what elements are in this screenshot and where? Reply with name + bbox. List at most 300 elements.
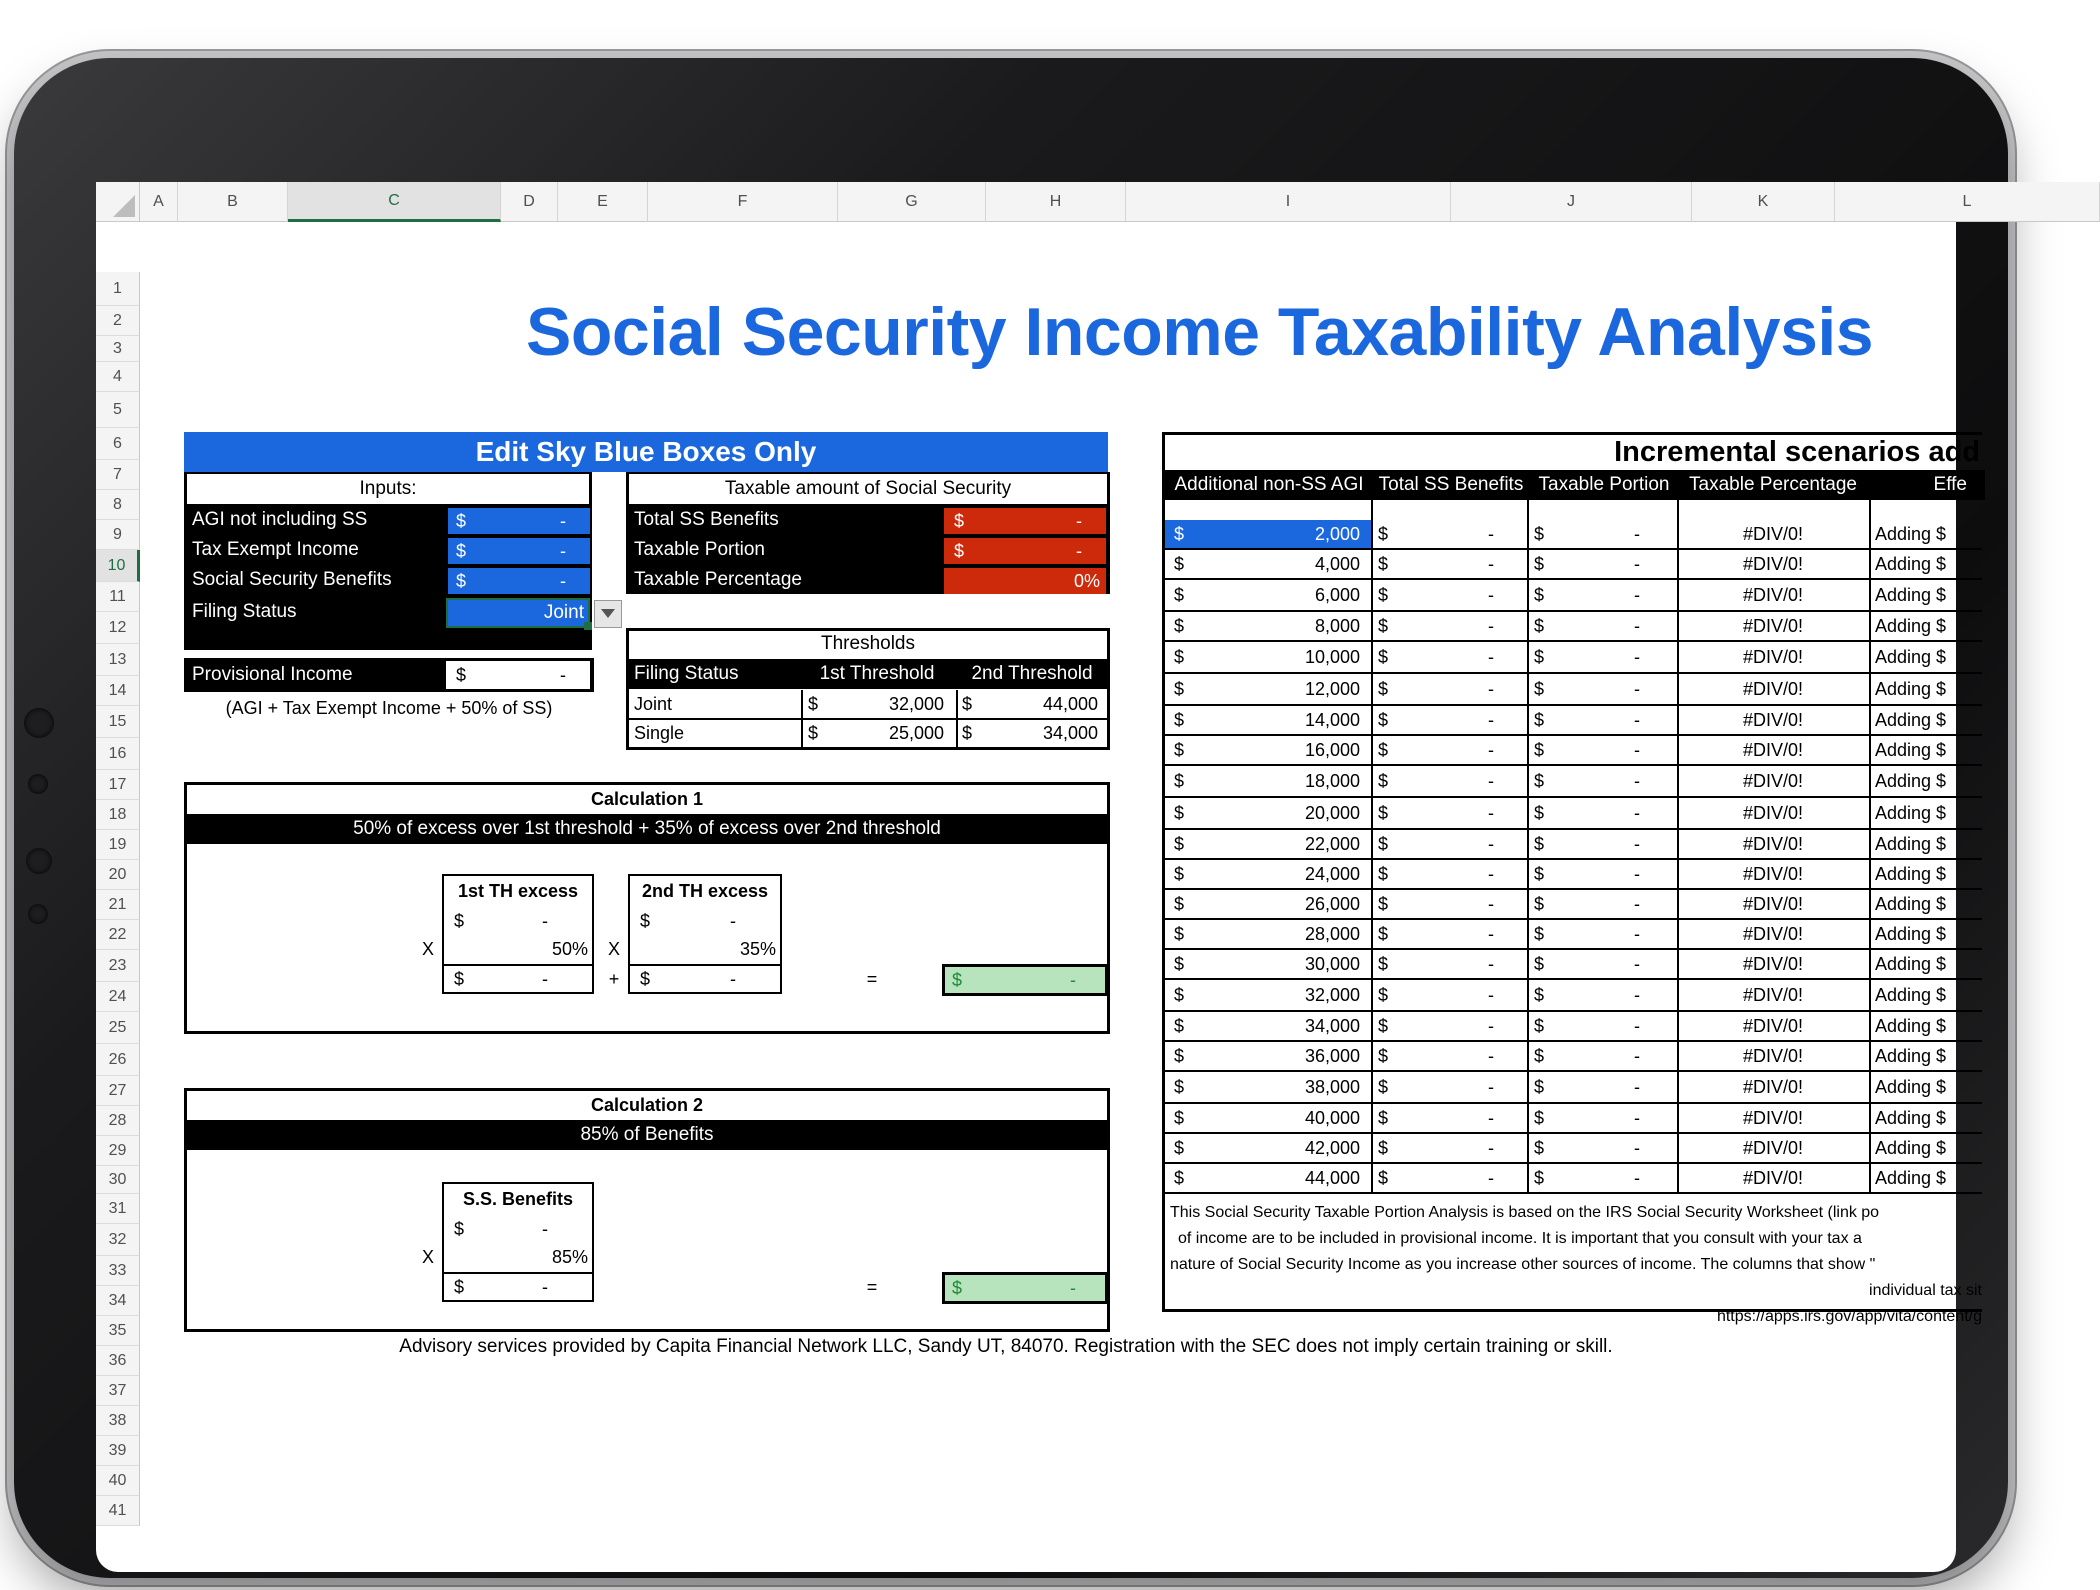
currency-symbol: $	[454, 968, 465, 989]
currency-symbol: $	[1534, 833, 1545, 854]
currency-symbol: $	[1378, 802, 1389, 823]
currency-symbol: $	[1378, 678, 1389, 699]
scenario-total-ss: -	[1488, 1076, 1494, 1097]
row-header-10[interactable]: 10	[96, 550, 140, 582]
scenario-total-ss: -	[1488, 1107, 1494, 1128]
currency-symbol: $	[1174, 1045, 1185, 1066]
scenario-total-ss: -	[1488, 953, 1494, 974]
scenario-taxable-percentage: #DIV/0!	[1742, 923, 1804, 944]
currency-symbol: $	[454, 1276, 465, 1297]
scenario-total-ss: -	[1488, 802, 1494, 823]
currency-symbol: $	[1378, 984, 1389, 1005]
scenario-total-ss: -	[1488, 1167, 1494, 1188]
scenario-taxable-percentage: #DIV/0!	[1742, 584, 1804, 605]
incremental-note-line: nature of Social Security Income as you increase other sources of income. The columns that show "	[1170, 1256, 1876, 1273]
scenario-total-ss: -	[1488, 984, 1494, 1005]
currency-symbol: $	[1174, 802, 1185, 823]
column-header-b[interactable]: B	[178, 182, 288, 222]
output-value: -	[1076, 510, 1082, 531]
scenario-taxable-portion: -	[1634, 863, 1640, 884]
currency-symbol: $	[1534, 893, 1545, 914]
row-header-4[interactable]: 4	[96, 362, 140, 392]
row-header-3[interactable]: 3	[96, 336, 140, 362]
incremental-col-header: Effe	[1933, 474, 1967, 495]
scenario-effect: Adding $	[1875, 770, 1947, 791]
sensor-icon	[26, 848, 52, 874]
scenario-amount: 18,000	[1304, 770, 1360, 791]
scenario-taxable-portion: -	[1634, 709, 1640, 730]
row-header-9[interactable]: 9	[96, 520, 140, 550]
column-header-i[interactable]: I	[1126, 182, 1451, 222]
second-threshold-excess-percent: 35%	[739, 938, 776, 959]
currency-symbol: $	[1378, 523, 1389, 544]
scenario-taxable-portion: -	[1634, 1045, 1640, 1066]
scenario-effect: Adding $	[1875, 615, 1947, 636]
currency-symbol: $	[962, 693, 973, 714]
scenario-effect: Adding $	[1875, 953, 1947, 974]
currency-symbol: $	[1378, 615, 1389, 636]
sensor-icon	[28, 774, 48, 794]
scenario-effect: Adding $	[1875, 1107, 1947, 1128]
currency-symbol: $	[1174, 1107, 1185, 1128]
scenario-effect: Adding $	[1875, 1167, 1947, 1188]
row-header-26[interactable]: 26	[96, 1044, 140, 1076]
currency-symbol: $	[1378, 646, 1389, 667]
row-header-15[interactable]: 15	[96, 706, 140, 738]
scenario-amount: 20,000	[1304, 802, 1360, 823]
scenario-taxable-portion: -	[1634, 1167, 1640, 1188]
currency-symbol: $	[1174, 1076, 1185, 1097]
equals-sign: =	[866, 1276, 878, 1297]
incremental-title: Incremental scenarios add	[1614, 435, 1980, 468]
currency-symbol: $	[1174, 709, 1185, 730]
scenario-taxable-portion: -	[1634, 523, 1640, 544]
ss-benefits-percent: 85%	[551, 1246, 588, 1267]
scenario-taxable-portion: -	[1634, 833, 1640, 854]
scenario-taxable-portion: -	[1634, 739, 1640, 760]
currency-symbol: $	[1378, 1045, 1389, 1066]
scenario-taxable-portion: -	[1634, 615, 1640, 636]
scenario-taxable-portion: -	[1634, 1076, 1640, 1097]
currency-symbol: $	[1174, 893, 1185, 914]
threshold-1-value: 32,000	[888, 693, 944, 714]
multiply-sign: X	[607, 938, 620, 959]
currency-symbol: $	[456, 510, 467, 531]
row-header-1[interactable]: 1	[96, 272, 140, 306]
input-label: Social Security Benefits	[192, 569, 392, 590]
incremental-col-header: Additional non-SS AGI	[1174, 474, 1364, 495]
currency-symbol: $	[1534, 584, 1545, 605]
currency-symbol: $	[1534, 1137, 1545, 1158]
currency-symbol: $	[808, 722, 819, 743]
scenario-total-ss: -	[1488, 615, 1494, 636]
row-header-12[interactable]: 12	[96, 612, 140, 644]
ss-benefits-header: S.S. Benefits	[462, 1188, 574, 1209]
scenario-total-ss: -	[1488, 923, 1494, 944]
row-header-29[interactable]: 29	[96, 1136, 140, 1166]
scenario-effect: Adding $	[1875, 584, 1947, 605]
scenario-amount: 22,000	[1304, 833, 1360, 854]
currency-symbol: $	[1174, 584, 1185, 605]
taxable-label: Total SS Benefits	[634, 509, 779, 530]
provisional-label: Provisional Income	[192, 664, 353, 685]
row-header-11[interactable]: 11	[96, 582, 140, 612]
currency-symbol: $	[1174, 646, 1185, 667]
row-header-24[interactable]: 24	[96, 982, 140, 1012]
currency-symbol: $	[640, 910, 651, 931]
incremental-col-header: Taxable Percentage	[1689, 474, 1857, 495]
scenario-effect: Adding $	[1875, 1015, 1947, 1036]
column-header-k[interactable]: K	[1692, 182, 1835, 222]
scenario-amount: 38,000	[1304, 1076, 1360, 1097]
column-header-h[interactable]: H	[986, 182, 1126, 222]
calculation-2-result-value: -	[1070, 1277, 1076, 1298]
row-header-21[interactable]: 21	[96, 890, 140, 920]
row-header-35[interactable]: 35	[96, 1316, 140, 1346]
row-header-8[interactable]: 8	[96, 490, 140, 520]
calculation-2-subtitle: 85% of Benefits	[187, 1120, 1107, 1150]
row-header-20[interactable]: 20	[96, 860, 140, 890]
first-threshold-excess-header: 1st TH excess	[457, 880, 579, 901]
chevron-down-icon[interactable]	[594, 600, 622, 628]
currency-symbol	[954, 568, 974, 594]
fill-handle[interactable]	[584, 622, 592, 630]
first-threshold-excess-value: -	[542, 910, 548, 931]
row-header-32[interactable]: 32	[96, 1224, 140, 1256]
output-value: -	[1076, 540, 1082, 561]
scenario-total-ss: -	[1488, 770, 1494, 791]
row-header-38[interactable]: 38	[96, 1406, 140, 1436]
edit-banner: Edit Sky Blue Boxes Only	[184, 432, 1108, 472]
scenario-effect: Adding $	[1875, 523, 1947, 544]
scenario-effect: Adding $	[1875, 678, 1947, 699]
row-header-16[interactable]: 16	[96, 738, 140, 770]
currency-symbol: $	[640, 968, 651, 989]
scenario-amount: 24,000	[1304, 863, 1360, 884]
scenario-effect: Adding $	[1875, 739, 1947, 760]
scenario-total-ss: -	[1488, 1137, 1494, 1158]
grid-line	[801, 690, 803, 748]
advisory-footer: Advisory services provided by Capita Financial Network LLC, Sandy UT, 84070. Registration with the SEC does not imply certain training or skill.	[399, 1336, 1613, 1357]
currency-symbol: $	[456, 664, 467, 685]
row-header-2[interactable]: 2	[96, 306, 140, 336]
row-line	[1162, 1192, 1982, 1194]
sheet-title: Social Security Income Taxability Analysis	[526, 294, 1874, 370]
thresholds-col-header: 2nd Threshold	[971, 663, 1093, 684]
scenario-effect: Adding $	[1875, 833, 1947, 854]
scenario-amount: 12,000	[1304, 678, 1360, 699]
currency-symbol: $	[1378, 863, 1389, 884]
scenario-total-ss: -	[1488, 709, 1494, 730]
scenario-taxable-percentage: #DIV/0!	[1742, 1045, 1804, 1066]
currency-symbol: $	[1534, 770, 1545, 791]
scenario-amount: 30,000	[1304, 953, 1360, 974]
taxable-label: Taxable Percentage	[634, 569, 802, 590]
calculation-1-title: Calculation 1	[590, 788, 704, 809]
col-line	[1371, 500, 1373, 1194]
row-header-33[interactable]: 33	[96, 1256, 140, 1286]
currency-symbol: $	[1174, 615, 1185, 636]
currency-symbol: $	[1378, 1107, 1389, 1128]
currency-symbol: $	[1378, 553, 1389, 574]
scenario-effect: Adding $	[1875, 1045, 1947, 1066]
currency-symbol: $	[1174, 1137, 1185, 1158]
multiply-sign: X	[421, 1246, 434, 1267]
plus-sign: +	[608, 968, 620, 989]
row-header-14[interactable]: 14	[96, 676, 140, 706]
currency-symbol: $	[1174, 1015, 1185, 1036]
currency-symbol: $	[1378, 739, 1389, 760]
currency-symbol: $	[1174, 863, 1185, 884]
scenario-total-ss: -	[1488, 523, 1494, 544]
ss-benefits-result: -	[542, 1276, 548, 1297]
scenario-effect: Adding $	[1875, 923, 1947, 944]
scenario-taxable-portion: -	[1634, 770, 1640, 791]
scenario-taxable-portion: -	[1634, 1107, 1640, 1128]
currency-symbol: $	[1378, 953, 1389, 974]
currency-symbol: $	[952, 1277, 963, 1298]
currency-symbol: $	[1534, 739, 1545, 760]
thresholds-col-header: 1st Threshold	[819, 663, 935, 684]
scenario-taxable-portion: -	[1634, 646, 1640, 667]
calculation-1-result-value: -	[1070, 969, 1076, 990]
scenario-amount: 6,000	[1314, 584, 1360, 605]
sensor-icon	[28, 904, 48, 924]
scenario-effect: Adding $	[1875, 553, 1947, 574]
currency-symbol: $	[1174, 984, 1185, 1005]
currency-symbol: $	[808, 693, 819, 714]
row-header-23[interactable]: 23	[96, 950, 140, 982]
currency-symbol: $	[954, 510, 965, 531]
row-header-5[interactable]: 5	[96, 392, 140, 428]
scenario-taxable-percentage: #DIV/0!	[1742, 709, 1804, 730]
currency-symbol: $	[1378, 770, 1389, 791]
row-header-7[interactable]: 7	[96, 460, 140, 490]
scenario-taxable-percentage: #DIV/0!	[1742, 646, 1804, 667]
currency-symbol: $	[1378, 923, 1389, 944]
scenario-effect: Adding $	[1875, 893, 1947, 914]
currency-symbol: $	[454, 910, 465, 931]
currency-symbol: $	[1174, 923, 1185, 944]
scenario-total-ss: -	[1488, 584, 1494, 605]
scenario-total-ss: -	[1488, 553, 1494, 574]
first-threshold-excess-result: -	[542, 968, 548, 989]
incremental-note-line: This Social Security Taxable Portion Analysis is based on the IRS Social Security Worksheet (link po	[1170, 1204, 1880, 1221]
row-header-18[interactable]: 18	[96, 800, 140, 830]
second-threshold-excess-value: -	[730, 910, 736, 931]
incremental-note-line: https://apps.irs.gov/app/vita/content/g	[1716, 1308, 1982, 1325]
scenario-amount: 8,000	[1314, 615, 1360, 636]
currency-symbol: $	[1534, 1167, 1545, 1188]
currency-symbol: $	[1378, 1167, 1389, 1188]
scenario-amount: 28,000	[1304, 923, 1360, 944]
scenario-taxable-percentage: #DIV/0!	[1742, 802, 1804, 823]
row-header-6[interactable]: 6	[96, 428, 140, 460]
scenario-amount: 40,000	[1304, 1107, 1360, 1128]
incremental-note-line: of income are to be included in provisional income. It is important that you consult with your tax a	[1178, 1230, 1862, 1247]
input-value: -	[560, 510, 566, 531]
scenario-total-ss: -	[1488, 833, 1494, 854]
incremental-col-header: Taxable Portion	[1538, 474, 1670, 495]
scenario-amount: 32,000	[1304, 984, 1360, 1005]
taxable-header: Taxable amount of Social Security	[629, 474, 1107, 504]
column-header-f[interactable]: F	[648, 182, 838, 222]
row-header-28[interactable]: 28	[96, 1106, 140, 1136]
camera-icon	[24, 708, 54, 738]
scenario-effect: Adding $	[1875, 1137, 1947, 1158]
threshold-2-value: 44,000	[1042, 693, 1098, 714]
currency-symbol: $	[1174, 770, 1185, 791]
inputs-header: Inputs:	[187, 474, 589, 504]
scenario-amount: 36,000	[1304, 1045, 1360, 1066]
scenario-total-ss: -	[1488, 893, 1494, 914]
scenario-amount: 4,000	[1314, 553, 1360, 574]
currency-symbol: $	[454, 1218, 465, 1239]
first-threshold-excess-percent: 50%	[551, 938, 588, 959]
row-header-17[interactable]: 17	[96, 770, 140, 800]
threshold-status: Joint	[634, 693, 673, 714]
second-threshold-excess-result: -	[730, 968, 736, 989]
row-header-27[interactable]: 27	[96, 1076, 140, 1106]
scenario-taxable-portion: -	[1634, 678, 1640, 699]
scenario-amount: 10,000	[1304, 646, 1360, 667]
currency-symbol: $	[1534, 863, 1545, 884]
scenario-effect: Adding $	[1875, 646, 1947, 667]
scenario-amount: 34,000	[1304, 1015, 1360, 1036]
currency-symbol: $	[1534, 1076, 1545, 1097]
currency-symbol: $	[1534, 678, 1545, 699]
calculation-1-subtitle: 50% of excess over 1st threshold + 35% of excess over 2nd threshold	[187, 814, 1107, 844]
currency-symbol: $	[1378, 1076, 1389, 1097]
currency-symbol: $	[1534, 1015, 1545, 1036]
scenario-amount: 26,000	[1304, 893, 1360, 914]
row-header-41[interactable]: 41	[96, 1496, 140, 1526]
scenario-taxable-portion: -	[1634, 923, 1640, 944]
provisional-note: (AGI + Tax Exempt Income + 50% of SS)	[225, 697, 553, 718]
scenario-taxable-percentage: #DIV/0!	[1742, 615, 1804, 636]
currency-symbol: $	[1174, 553, 1185, 574]
scenario-effect: Adding $	[1875, 984, 1947, 1005]
scenario-amount: 44,000	[1304, 1167, 1360, 1188]
column-header-j[interactable]: J	[1451, 182, 1692, 222]
currency-symbol: $	[1378, 1137, 1389, 1158]
currency-symbol: $	[1378, 893, 1389, 914]
row-header-34[interactable]: 34	[96, 1286, 140, 1316]
calculation-2-title: Calculation 2	[590, 1094, 704, 1115]
row-header-30[interactable]: 30	[96, 1166, 140, 1194]
scenario-taxable-percentage: #DIV/0!	[1742, 1167, 1804, 1188]
scenario-taxable-portion: -	[1634, 984, 1640, 1005]
row-header-39[interactable]: 39	[96, 1436, 140, 1466]
currency-symbol: $	[1534, 953, 1545, 974]
currency-symbol: $	[1534, 523, 1545, 544]
scenario-taxable-percentage: #DIV/0!	[1742, 1076, 1804, 1097]
scenario-taxable-portion: -	[1634, 893, 1640, 914]
scenario-taxable-percentage: #DIV/0!	[1742, 553, 1804, 574]
currency-symbol: $	[952, 969, 963, 990]
scenario-taxable-portion: -	[1634, 1137, 1640, 1158]
column-header-g[interactable]: G	[838, 182, 986, 222]
filing-status-select[interactable]: Joint	[446, 598, 590, 628]
row-header-25[interactable]: 25	[96, 1012, 140, 1044]
row-header-22[interactable]: 22	[96, 920, 140, 950]
currency-symbol: $	[1534, 1107, 1545, 1128]
scenario-amount: 14,000	[1304, 709, 1360, 730]
scenario-effect: Adding $	[1875, 709, 1947, 730]
select-all-corner[interactable]	[96, 182, 140, 222]
scenario-taxable-percentage: #DIV/0!	[1742, 523, 1804, 544]
currency-symbol: $	[1378, 833, 1389, 854]
scenario-total-ss: -	[1488, 1045, 1494, 1066]
row-header-36[interactable]: 36	[96, 1346, 140, 1376]
currency-symbol: $	[1174, 739, 1185, 760]
currency-symbol: $	[1378, 709, 1389, 730]
currency-symbol: $	[1174, 523, 1185, 544]
output-value: 0%	[1073, 570, 1100, 591]
currency-symbol: $	[1174, 678, 1185, 699]
row-header-19[interactable]: 19	[96, 830, 140, 860]
currency-symbol: $	[1534, 802, 1545, 823]
column-header-c[interactable]: C	[288, 182, 501, 222]
scenario-taxable-portion: -	[1634, 802, 1640, 823]
row-header-37[interactable]: 37	[96, 1376, 140, 1406]
scenario-effect: Adding $	[1875, 802, 1947, 823]
column-header-l[interactable]: L	[1835, 182, 2100, 222]
row-header-13[interactable]: 13	[96, 644, 140, 676]
scenario-taxable-portion: -	[1634, 584, 1640, 605]
scenario-amount: 42,000	[1304, 1137, 1360, 1158]
column-header-a[interactable]: A	[140, 182, 178, 222]
row-header-31[interactable]: 31	[96, 1194, 140, 1224]
input-value: -	[560, 540, 566, 561]
incremental-col-header: Total SS Benefits	[1378, 474, 1524, 495]
currency-symbol: $	[1378, 584, 1389, 605]
input-value: -	[560, 570, 566, 591]
grid-line	[956, 690, 958, 748]
scenario-taxable-percentage: #DIV/0!	[1742, 1015, 1804, 1036]
currency-symbol: $	[456, 540, 467, 561]
scenario-taxable-portion: -	[1634, 553, 1640, 574]
column-header-d[interactable]: D	[501, 182, 558, 222]
input-label: AGI not including SS	[192, 509, 368, 530]
currency-symbol: $	[1534, 1045, 1545, 1066]
col-line	[1869, 500, 1871, 1194]
thresholds-col-header: Filing Status	[634, 663, 739, 684]
currency-symbol: $	[962, 722, 973, 743]
threshold-1-value: 25,000	[888, 722, 944, 743]
tablet-frame	[14, 58, 2008, 1578]
scenario-total-ss: -	[1488, 646, 1494, 667]
scenario-taxable-portion: -	[1634, 1015, 1640, 1036]
scenario-taxable-percentage: #DIV/0!	[1742, 953, 1804, 974]
threshold-2-value: 34,000	[1042, 722, 1098, 743]
currency-symbol: $	[1174, 1167, 1185, 1188]
scenario-taxable-portion: -	[1634, 953, 1640, 974]
column-header-e[interactable]: E	[558, 182, 648, 222]
taxable-label: Taxable Portion	[634, 539, 765, 560]
incremental-note-line: individual tax sit	[1869, 1282, 1982, 1299]
scenario-taxable-percentage: #DIV/0!	[1742, 770, 1804, 791]
input-label: Filing Status	[192, 601, 297, 622]
row-header-40[interactable]: 40	[96, 1466, 140, 1496]
scenario-taxable-percentage: #DIV/0!	[1742, 1107, 1804, 1128]
row-line	[1162, 470, 1982, 472]
currency-symbol: $	[1534, 709, 1545, 730]
col-line	[1527, 500, 1529, 1194]
scenario-taxable-percentage: #DIV/0!	[1742, 739, 1804, 760]
currency-symbol: $	[1534, 646, 1545, 667]
scenario-total-ss: -	[1488, 739, 1494, 760]
